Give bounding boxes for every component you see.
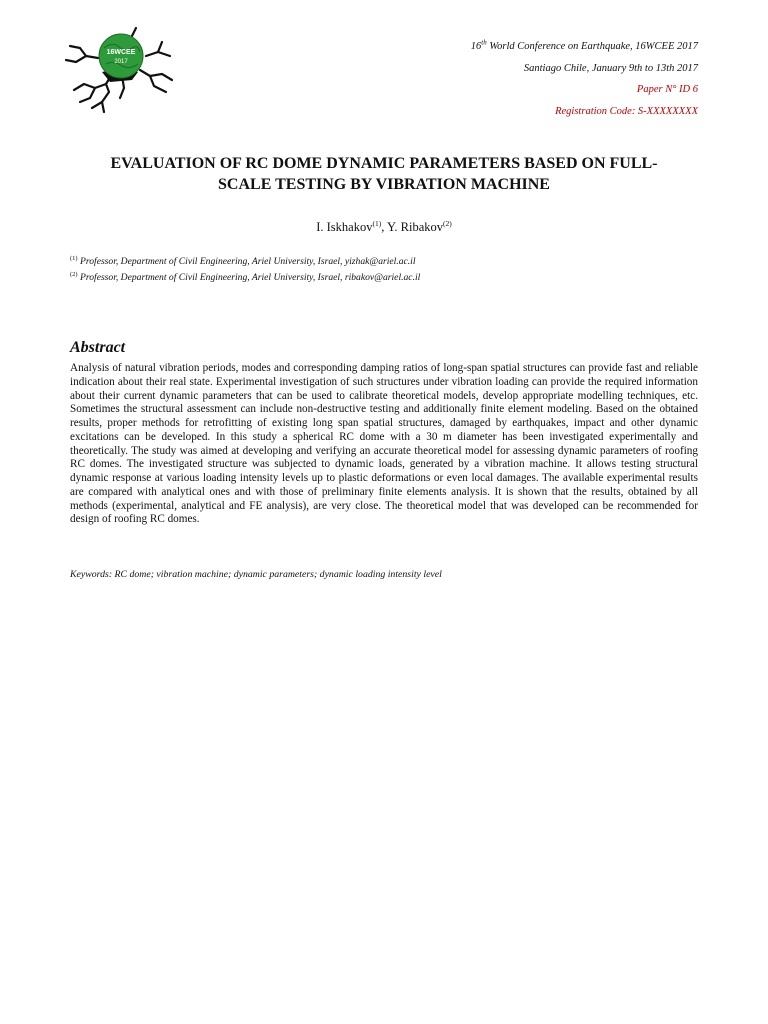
paper-title-line-1: EVALUATION OF RC DOME DYNAMIC PARAMETERS BASED ON FULL- xyxy=(110,155,658,172)
paper-title xyxy=(70,153,698,195)
abstract-heading: Abstract xyxy=(70,339,126,356)
author-affil-ref: (1) xyxy=(372,219,382,228)
logo-text: 16WCEE xyxy=(106,49,136,56)
affiliation-line: $^{(2)}$ Professor, Department of Civil Engineering, Ariel University, Israel, ribakov@ariel.ac.il xyxy=(70,270,421,283)
logo-year: 2017 xyxy=(114,59,128,65)
abstract-body: Analysis of natural vibration periods, modes and corresponding damping ratios of long-span spatial structures can provide fast and reliable indication about their real state. Experimental investigation of such structures under vibration loading can provide the required information about their current dynamic parameters that can be used to calibrate theoretical models, develop appropriate modelling techniques, etc. Sometimes the structural assessment can include non-destructive testing and additionally finite element modeling. Based on the obtained results, proper methods for retrofitting of existing long span spatial structures, damaged by earthquakes, impact and other dynamic excitations can be developed. In this study a spherical RC dome with a 30 m diameter has been investigated experimentally and theoretically. The study was aimed at developing and verifying an accurate theoretical model for assessing dynamic parameters of roofing RC domes. The investigated structure was subjected to dynamic loads, generated by a vibration machine. It allows testing structural dynamic response at various loading intensity levels up to plastic deformations or even local damages. The available experimental results are compared with analytical ones and with those of preliminary finite elements analysis. It is shown that the results, obtained by all methods (experimental, analytical and FE analysis), are very close. The theoretical model that was developed can be recommended for design of roofing RC domes. xyxy=(70,362,698,526)
paper-title-line-2: SCALE TESTING BY VIBRATION MACHINE xyxy=(218,176,550,193)
conference-location-dates: Santiago Chile, January 9th to 13th 2017 xyxy=(523,62,698,74)
conference-name: 16th World Conference on Earthquake, 16WCEE 2017 xyxy=(470,38,698,52)
keywords: Keywords: RC dome; vibration machine; dynamic parameters; dynamic loading intensity level xyxy=(70,569,442,580)
conference-header xyxy=(278,36,698,122)
affiliations xyxy=(70,253,698,284)
author-name: Y. Ribakov xyxy=(387,220,444,235)
conference-logo xyxy=(62,22,180,114)
author-name: I. Iskhakov xyxy=(316,220,373,235)
affiliation-line: $^{(1)}$ Professor, Department of Civil Engineering, Ariel University, Israel, yizhak@ariel.ac.il xyxy=(70,255,416,268)
author-affil-ref: (2) xyxy=(443,219,452,228)
author-list: I. Iskhakov$^{(1)}$, Y. Ribakov$^{(2)}$ xyxy=(316,219,452,235)
paper-id: Paper N° ID 6 xyxy=(636,84,698,95)
registration-code: Registration Code: S-XXXXXXXX xyxy=(555,105,698,117)
